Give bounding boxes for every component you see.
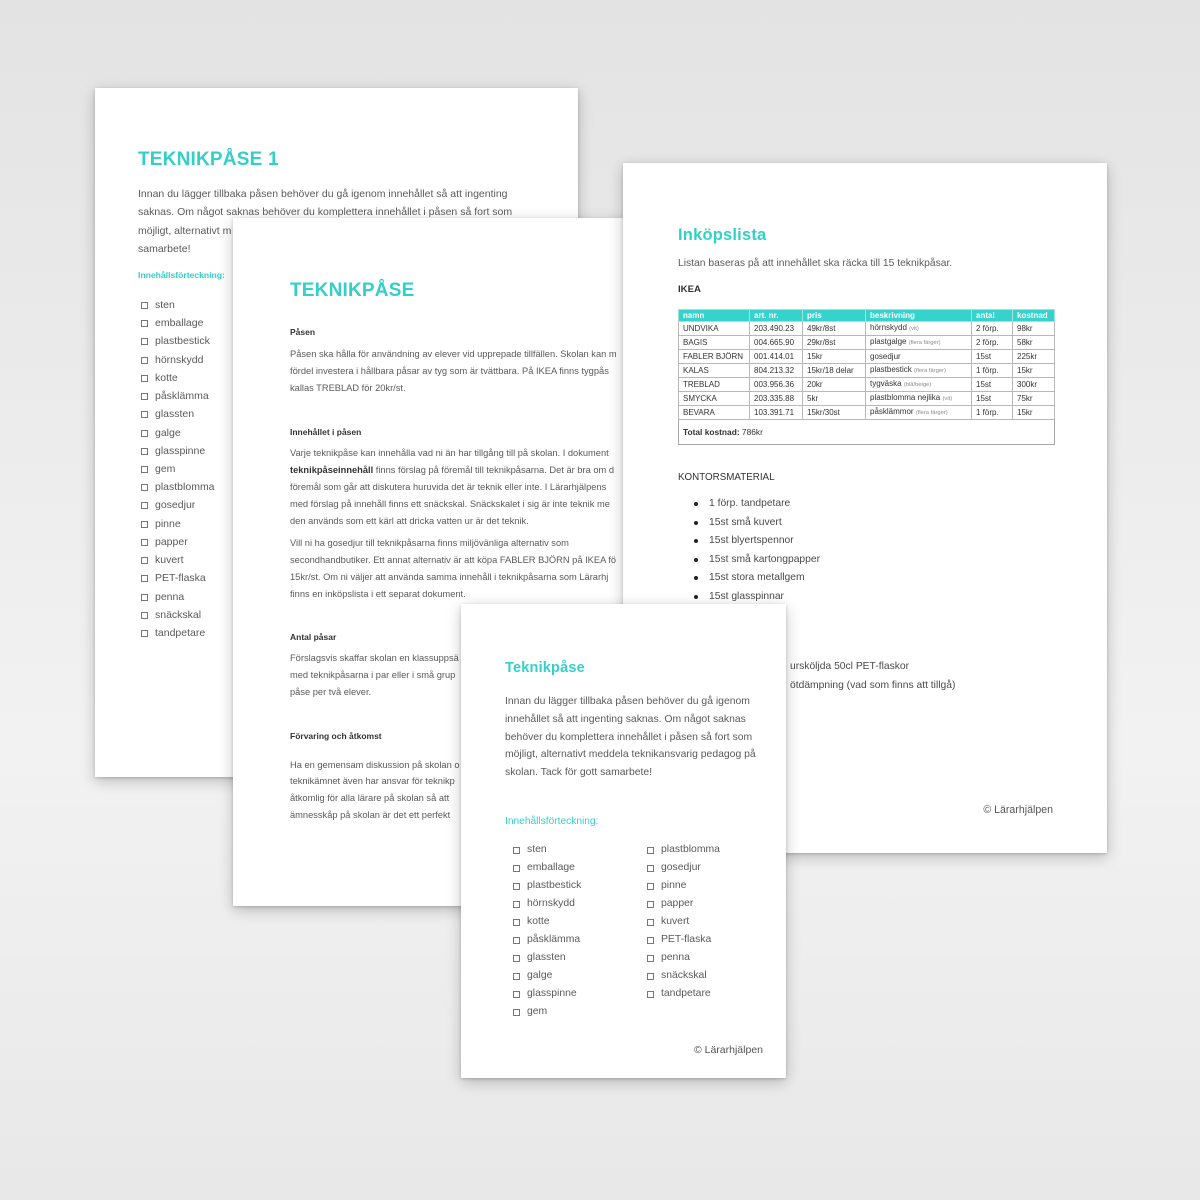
paragraph-line: saknas. Om något saknas behöver du komplettera innehållet i påsen så fort som (138, 206, 513, 219)
bullet-item-label: 15st stora metallgem (709, 572, 805, 584)
checkbox-icon (141, 448, 148, 455)
cell-antal: 1 förp. (972, 364, 1013, 378)
checklist-item-label: plastblomma (661, 844, 720, 855)
cell-art-nr: 004.665.90 (750, 336, 803, 350)
description-note: (blå/beige) (903, 382, 932, 388)
cell-pris: 29kr/8st (803, 336, 866, 350)
checklist-item-label: sten (155, 299, 175, 311)
checklist-item (461, 987, 786, 1001)
checklist-item-label: kotte (155, 371, 178, 384)
checklist-item-label: glasspinne (155, 444, 206, 457)
bullet-item-label: 15st glasspinnar (709, 591, 784, 602)
checklist-item-label: påsklämma (155, 390, 209, 403)
checklist-item-label: sten (527, 844, 547, 855)
checklist-item-label: galge (527, 970, 553, 981)
cell-antal: 1 förp. (972, 406, 1013, 420)
page-title: TEKNIKPÅSE (290, 280, 415, 301)
paragraph-line: samarbete! (138, 242, 191, 255)
office-item-fragment: ötdämpning (vad som finns att tillgå) (790, 680, 956, 691)
checklist-item (461, 861, 786, 875)
checklist-item (461, 879, 786, 893)
total-label: Total kostnad: (683, 427, 740, 437)
paragraph-line (290, 462, 614, 479)
page-title: TEKNIKPÅSE 1 (138, 149, 279, 170)
checkbox-icon (141, 320, 148, 327)
paragraph-line: skolan. Tack för gott samarbete! (505, 767, 653, 779)
checklist-item-label: plastbestick (527, 880, 582, 891)
paragraph-line: secondhandbutiker. Ett annat alternativ är att köpa FABLER BJÖRN på IKEA fö (290, 554, 617, 565)
section-heading-pasen: Påsen (290, 327, 316, 337)
cell-antal: 2 förp. (972, 336, 1013, 350)
paragraph-line: möjligt, alternativt m (138, 224, 232, 237)
checklist-item-label: gosedjur (155, 499, 196, 512)
bullet-icon (694, 539, 698, 543)
paragraph-line: med teknikpåsarna i par eller i små grup (290, 669, 456, 680)
checkbox-icon (647, 883, 654, 890)
description-note: (flera färger) (915, 410, 948, 416)
bullet-list-item (623, 497, 1107, 511)
bullet-list-item (623, 590, 1107, 604)
checklist-item-label: hörnskydd (527, 898, 575, 909)
cell-art-nr: 103.391.71 (750, 406, 803, 420)
checkbox-icon (647, 847, 654, 854)
bullet-icon (694, 558, 698, 562)
checkbox-icon (141, 302, 148, 309)
checkbox-icon (647, 955, 654, 962)
cell-antal: 15st (972, 378, 1013, 392)
checkbox-icon (647, 973, 654, 980)
cell-kostnad: 98kr (1013, 322, 1055, 336)
checkbox-icon (647, 937, 654, 944)
cell-art-nr: 001.414.01 (750, 350, 803, 364)
paragraph-line: ämnesskåp på skolan är det ett perfekt (290, 809, 451, 820)
checklist-item-label: snäckskal (155, 608, 202, 621)
cell-namn: SMYCKA (679, 392, 750, 406)
page-title: Inköpslista (678, 226, 767, 244)
contents-checklist (461, 604, 786, 1078)
cell-art-nr: 203.335.88 (750, 392, 803, 406)
cell-kostnad: 15kr (1013, 406, 1055, 420)
gosedjur-paragraph (290, 535, 616, 603)
checklist-item-label: emballage (155, 317, 204, 330)
checkbox-icon (141, 484, 148, 491)
checklist-item (461, 951, 786, 965)
antal-paragraph (290, 650, 459, 701)
checkbox-icon (141, 521, 148, 528)
cell-kostnad: 75kr (1013, 392, 1055, 406)
section-heading-forvaring: Förvaring och åtkomst (290, 731, 382, 741)
paragraph-line: möjligt, alternativt meddela teknikansvarig pedagog på (505, 749, 756, 761)
checklist-item-label: pinne (155, 517, 181, 530)
checklist-item-label: gosedjur (661, 862, 701, 873)
copyright-text: © Lärarhjälpen (693, 1044, 763, 1056)
checkbox-icon (647, 919, 654, 926)
cell-kostnad: 58kr (1013, 336, 1055, 350)
office-item-fragment: ursköljda 50cl PET-flaskor (790, 661, 910, 672)
description-note: (flera färger) (914, 368, 946, 374)
paragraph-line: föremål som går att diskutera huruvida det är teknik eller inte. I Lärarhjälpens (290, 481, 607, 492)
paragraph-line: Vill ni ha gosedjur till teknikpåsarna finns miljövänliga alternativ som (290, 537, 569, 548)
paragraph-line: fördel investera i hållbara påsar av tyg som är tvättbara. På IKEA finns tygpås (290, 365, 609, 376)
description-text: plastbestick (870, 365, 912, 374)
paragraph-line: Innan du lägger tillbaka påsen behöver du gå igenom (505, 696, 750, 707)
cell-antal: 15st (972, 350, 1013, 364)
checklist-item (461, 1005, 786, 1019)
paragraph-line: påse per två elever. (290, 686, 372, 697)
forvaring-paragraph (290, 757, 460, 824)
contents-label: Innehållsförteckning: (138, 270, 225, 280)
checklist-item (461, 969, 786, 983)
checklist-item-label: gem (155, 462, 176, 475)
checklist-item (461, 915, 786, 929)
paragraph-line: behöver du komplettera innehållet i påsen så fort som (505, 731, 753, 743)
paragraph-line: Innan du lägger tillbaka påsen behöver du gå igenom innehållet så att ingenting (138, 188, 508, 200)
column-header-namn: namn (679, 310, 750, 322)
cell-antal: 2 förp. (972, 322, 1013, 336)
page-subtitle: Listan baseras på att innehållet ska räcka till 15 teknikpåsar. (678, 258, 953, 269)
paragraph-line: teknikämnet även har ansvar för teknikp (290, 776, 455, 787)
section-heading-innehall: Innehållet i påsen (290, 427, 362, 437)
checkbox-icon (647, 865, 654, 872)
bullet-list-item (623, 571, 1107, 585)
checkbox-icon (647, 901, 654, 908)
cell-art-nr: 203.490.23 (750, 322, 803, 336)
checkbox-icon (513, 1009, 520, 1016)
checkbox-icon (141, 338, 148, 345)
checkbox-icon (141, 539, 148, 546)
cell-namn: BAGIS (679, 336, 750, 350)
description-text: påsklämmor (870, 407, 914, 416)
checkbox-icon (141, 375, 148, 382)
cell-namn: TREBLAD (679, 378, 750, 392)
checklist-item-label: gem (527, 1006, 548, 1017)
cell-pris: 15kr (803, 350, 866, 364)
checkbox-icon (141, 502, 148, 509)
checklist-item-label: PET-flaska (155, 572, 206, 585)
checklist-item-label: plastblomma (155, 481, 215, 494)
section-heading-antal: Antal påsar (290, 632, 337, 642)
checklist-item-label: snäckskal (661, 970, 707, 981)
description-text: plastgalge (870, 337, 907, 346)
checklist-item-label: glasspinne (527, 988, 577, 999)
checklist-item (461, 897, 786, 911)
description-text: tygväska (870, 379, 902, 388)
checklist-item-label: penna (155, 590, 185, 603)
checkbox-icon (141, 594, 148, 601)
checkbox-icon (141, 630, 148, 637)
cell-antal: 15st (972, 392, 1013, 406)
checkbox-icon (141, 357, 148, 364)
paragraph-line: med förslag på innehåll finns ett snäckskal. Snäckskalet i sig är inte teknik me (290, 498, 610, 509)
checklist-item-label: kuvert (661, 916, 690, 927)
checkbox-icon (141, 430, 148, 437)
cell-kostnad: 15kr (1013, 364, 1055, 378)
checkbox-icon (141, 411, 148, 418)
store-heading: IKEA (678, 284, 701, 295)
bullet-list-item (623, 516, 1107, 530)
checkbox-icon (141, 466, 148, 473)
paragraph-line: kallas TREBLAD för 20kr/st. (290, 382, 406, 393)
bullet-icon (694, 595, 698, 599)
checklist-item-label: tandpetare (155, 626, 206, 639)
column-header-antal: antal (972, 310, 1013, 322)
description-text: plastblomma nejlika (870, 393, 941, 402)
cell-namn: FABLER BJÖRN (679, 350, 750, 364)
emphasis-text: teknikpåseinnehåll (290, 464, 374, 475)
checklist-item-label: penna (661, 952, 690, 963)
checklist-item-label: påsklämma (527, 934, 581, 945)
bullet-item-label: 1 förp. tandpetare (709, 498, 791, 509)
checkbox-icon (141, 557, 148, 564)
cell-pris: 49kr/8st (803, 322, 866, 336)
checklist-item-label: glassten (155, 408, 195, 421)
description-text: hörnskydd (870, 323, 907, 332)
copyright-text: © Lärarhjälpen (983, 804, 1053, 816)
paragraph-line: innehållet så att ingenting saknas. Om något saknas (505, 713, 746, 725)
cell-art-nr: 003.956.36 (750, 378, 803, 392)
checklist-item-label: kotte (527, 916, 550, 927)
cell-pris: 20kr (803, 378, 866, 392)
bullet-icon (694, 502, 698, 506)
bullet-icon (694, 521, 698, 525)
checkbox-icon (141, 612, 148, 619)
column-header-beskrivning: beskrivning (866, 310, 972, 322)
bullet-item-label: 15st blyertspennor (709, 535, 794, 547)
checklist-item-label: galge (155, 426, 181, 439)
bullet-icon (694, 576, 698, 580)
checklist-item-label: pinne (661, 880, 687, 891)
contents-label: Innehållsförteckning: (505, 816, 599, 827)
cell-pris: 15kr/30st (803, 406, 866, 420)
cell-namn: UNDVIKA (679, 322, 750, 336)
paragraph-line: Ha en gemensam diskussion på skolan o (290, 759, 460, 770)
line-text: finns förslag på föremål till teknikpåsarna. Det är bra om d (373, 464, 614, 475)
description-text: gosedjur (870, 351, 901, 361)
paragraph-line: åtkomlig för alla lärare på skolan så att (290, 792, 450, 803)
bullet-list-item (623, 534, 1107, 548)
paragraph-line: finns en inköpslista i ett separat dokument. (290, 588, 466, 599)
cell-namn: BEVARA (679, 406, 750, 420)
checklist-item-label: papper (661, 898, 694, 909)
checklist-item-label: plastbestick (155, 335, 210, 348)
page-title: Teknikpåse (505, 660, 585, 676)
checkbox-icon (141, 575, 148, 582)
cell-pris: 15kr/18 delar (803, 364, 866, 378)
checklist-item-label: hörnskydd (155, 353, 204, 366)
checklist-item-label: emballage (527, 862, 575, 873)
description-note: (vit) (909, 326, 919, 332)
pasen-paragraph (290, 346, 617, 397)
column-header-art-nr: art. nr. (750, 310, 803, 322)
checkbox-icon (141, 393, 148, 400)
bullet-list-item (623, 553, 1107, 567)
cell-kostnad: 300kr (1013, 378, 1055, 392)
innehall-paragraph (290, 445, 614, 530)
paragraph-line: Påsen ska hålla för användning av elever vid upprepade tillfällen. Skolan kan m (290, 348, 617, 359)
checklist-item-label: papper (155, 535, 188, 548)
cell-kostnad: 225kr (1013, 350, 1055, 364)
paragraph-line: 15kr/st. Om ni väljer att använda samma innehåll i teknikpåsarna som Lärarhj (290, 571, 609, 582)
bullet-item-label: 15st små kartongpapper (709, 553, 821, 565)
checklist-item-label: kuvert (155, 554, 184, 567)
checklist-item (461, 843, 786, 857)
paragraph-line: Förslagsvis skaffar skolan en klassuppsä (290, 652, 459, 663)
cell-art-nr: 804.213.32 (750, 364, 803, 378)
column-header-pris: pris (803, 310, 866, 322)
page-teknikpase-card (461, 604, 786, 1078)
checkbox-icon (647, 991, 654, 998)
office-heading: KONTORSMATERIAL (678, 472, 775, 483)
cell-namn: KALAS (679, 364, 750, 378)
cell-pris: 5kr (803, 392, 866, 406)
total-value: 786kr (739, 427, 763, 437)
description-note: (flera färger) (908, 340, 941, 346)
paragraph-line: den används som ett kärl att dricka vatten ur är det teknik. (290, 515, 529, 526)
checklist-item (461, 933, 786, 947)
bullet-item-label: 15st små kuvert (709, 516, 782, 528)
description-note: (vit) (942, 396, 953, 402)
checklist-item-label: glassten (527, 952, 566, 963)
paragraph-line: Varje teknikpåse kan innehålla vad ni än har tillgång till på skolan. I dokument (290, 447, 609, 458)
checklist-item-label: tandpetare (661, 988, 711, 999)
checklist-item-label: PET-flaska (661, 934, 712, 945)
column-header-kostnad: kostnad (1013, 310, 1055, 322)
